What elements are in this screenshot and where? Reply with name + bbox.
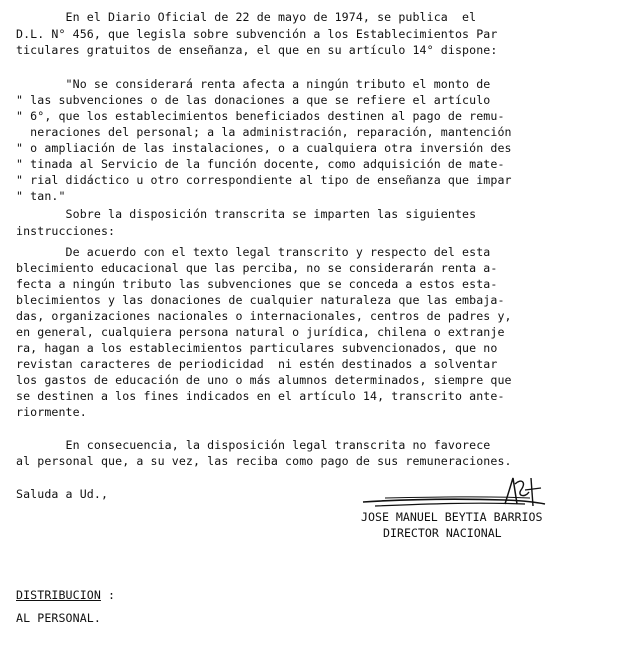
conclusion-line-2: al personal que, a su vez, las reciba como pago de sus remuneraciones.: [16, 454, 512, 468]
distribution-label: DISTRIBUCION: [16, 588, 101, 602]
quote-line-7: " rial didáctico u otro correspondiente al tipo de enseñanza que impar: [16, 173, 512, 187]
instr-line-2: instrucciones:: [16, 224, 116, 238]
quote-line-6: " tinada al Servicio de la función docente, como adquisición de mate-: [16, 157, 505, 171]
body-line-5: das, organizaciones nacionales o internacionales, centros de padres y,: [16, 309, 512, 323]
signatory-title: DIRECTOR NACIONAL: [383, 526, 502, 540]
body-line-8: revistan caracteres de periodicidad ni estén destinados a solventar: [16, 357, 498, 371]
signature-block: [355, 470, 615, 545]
intro-line-3: ticulares gratuitos de enseñanza, el que en su artículo 14° dispone:: [16, 43, 498, 57]
quote-line-8: " tan.": [16, 189, 66, 203]
distribution-colon: :: [100, 588, 116, 602]
intro-line-1: En el Diario Oficial de 22 de mayo de 1974, se publica el: [16, 10, 477, 24]
quote-line-1: "No se considerará renta afecta a ningún tributo el monto de: [16, 77, 491, 91]
quote-line-4: neraciones del personal; a la administración, reparación, mantención: [16, 125, 512, 139]
body-line-2: blecimiento educacional que las perciba, no se considerarán renta a-: [16, 261, 498, 275]
body-line-4: blecimientos y las donaciones de cualquier naturaleza que las embaja-: [16, 293, 505, 307]
intro-line-2: D.L. N° 456, que legisla sobre subvención a los Establecimientos Par: [16, 27, 498, 41]
body-line-3: fecta a ningún tributo las subvenciones que se conceda a estos esta-: [16, 277, 498, 291]
quote-line-5: " o ampliación de las instalaciones, o a cualquiera otra inversión des: [16, 141, 512, 155]
body-line-1: De acuerdo con el texto legal transcrito y respecto del esta: [16, 245, 491, 259]
body-line-9: los gastos de educación de uno o más alumnos determinados, siempre que: [16, 373, 512, 387]
closing-salutation: Saluda a Ud.,: [16, 487, 109, 501]
body-line-11: riormente.: [16, 405, 87, 419]
conclusion-line-1: En consecuencia, la disposición legal transcrita no favorece: [16, 438, 491, 452]
instr-line-1: Sobre la disposición transcrita se imparten las siguientes: [16, 207, 477, 221]
signatory-name: JOSE MANUEL BEYTIA BARRIOS: [361, 510, 543, 524]
distribution-recipient: AL PERSONAL.: [16, 611, 101, 625]
body-line-10: se destinen a los fines indicados en el artículo 14, transcrito ante-: [16, 389, 505, 403]
quote-line-2: " las subvenciones o de las donaciones a que se refiere el artículo: [16, 93, 491, 107]
body-line-7: ra, hagan a los establecimientos particulares subvencionados, que no: [16, 341, 498, 355]
quote-line-3: " 6°, que los establecimientos beneficiados destinen al pago de remu-: [16, 109, 505, 123]
distribution-heading: [16, 588, 115, 602]
body-line-6: en general, cualquiera persona natural o jurídica, chilena o extranje: [16, 325, 505, 339]
